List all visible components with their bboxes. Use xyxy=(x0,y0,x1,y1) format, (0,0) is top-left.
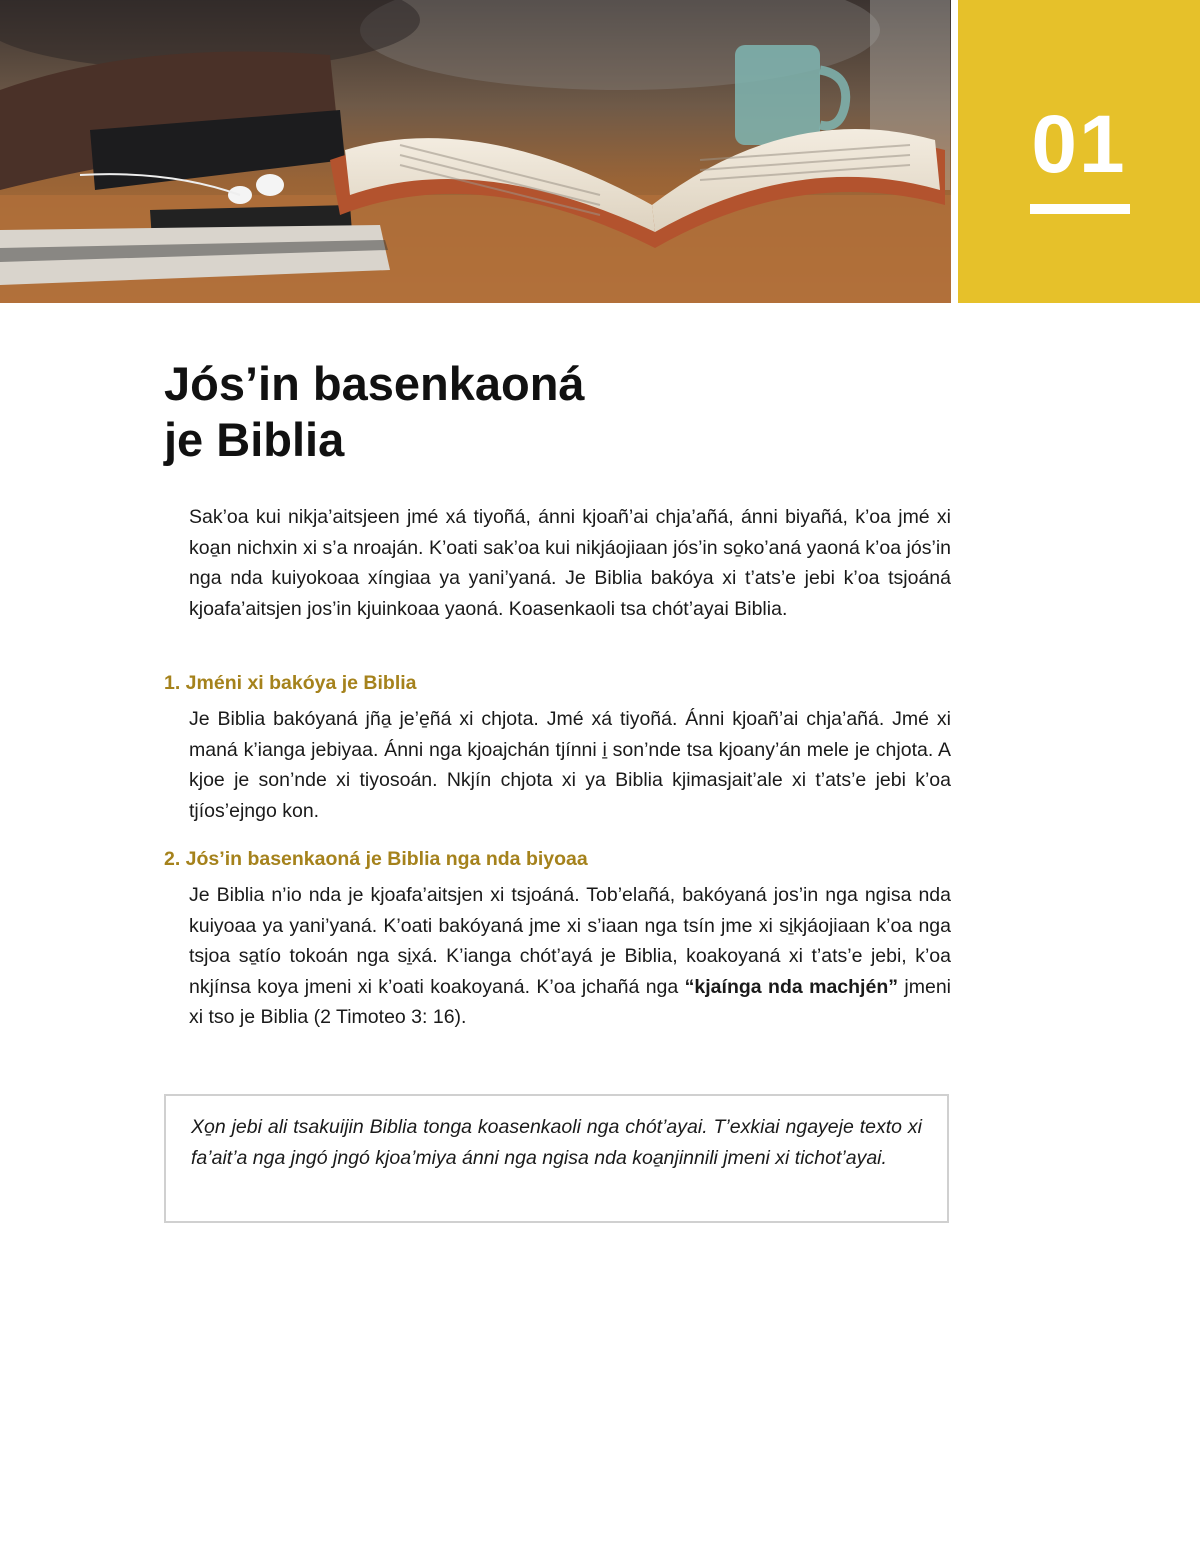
chapter-number: 01 xyxy=(1031,99,1127,190)
badge-underline xyxy=(1030,204,1130,214)
page-title-line-2: je Biblia xyxy=(164,413,345,466)
section-2-heading: 2. Jós’in basenkaoná je Biblia nga nda biyoaa xyxy=(164,848,588,870)
section-2-text-after: jmeni xi tso je Biblia (2 Timoteo 3: 16). xyxy=(189,975,951,1028)
chapter-badge xyxy=(958,0,1200,303)
page-title-line-1: Jós’in basenkaoná xyxy=(164,357,585,410)
open-book-photo-icon xyxy=(0,0,951,303)
section-1-heading: 1. Jméni xi bakóya je Biblia xyxy=(164,672,417,694)
section-1-text: Je Biblia bakóyaná jña̱ je’e̱ñá xi chjota. Jmé xá tiyoñá. Ánni kjoañ’ai chja’añá. Jmé xi maná k’ianga jebiyaa. Ánni nga kjoajchán tjínni i̱ son’nde tsa kjoany’án mele je chjota. A kjoe je son’nde xi tiyosoán. Nkjín chjota xi ya Biblia kjimasjait’ale xi t’ats’e jebi k’oa tjíos’ejngo kon. xyxy=(189,708,951,822)
intro-paragraph xyxy=(189,502,951,624)
intro-text: Sak’oa kui nikja’aitsjeen jmé xá tiyoñá, ánni kjoañ’ai chja’añá, ánni biyañá, k’oa jmé xi koa̱n nichxin xi s’a nroaján. K’oati sak’oa kui nikjáojiaan jós’in so̱ko’aná yaoná k’oa jós’in nga nda kuiyokoaa xíngiaa ya yani’yaná. Je Biblia bakóya xi t’ats’e jebi k’oa tsjoáná kjoafa’aitsjen jos’in kjuinkoaa yaoná. Koasenkaoli tsa chót’ayai Biblia. xyxy=(189,506,951,620)
note-text: Xo̱n jebi ali tsakuijin Biblia tonga koasenkaoli nga chót’ayai. T’exkiai ngayeje texto xi fa’ait’a nga jngó jngó kjoa’miya ánni nga ngisa nda koa̱njinnili jmeni xi tichot’ayai. xyxy=(191,1116,922,1169)
header-photo xyxy=(0,0,951,303)
section-2-bold-quote: “kjaínga nda machjén” xyxy=(684,975,898,998)
section-2-text xyxy=(189,880,951,1033)
section-2-text-before: Je Biblia n’io nda je kjoafa’aitsjen xi tsjoáná. Tob’elañá, bakóyaná jos’in nga ngisa nda kuiyoaa ya yani’yaná. K’oati bakóyaná jme xi s’iaan nga tsín jme xi si̱kjáojiaan k’oa nga tsjoa sa̱tío tokoán nga si̱xá. K’ianga chót’ayá je Biblia, koakoyaná xi t’ats’e jebi, k’oa nkjínsa koya jmeni xi k’oati koakoyaná. K’oa jchañá nga xyxy=(189,884,951,998)
note-box xyxy=(164,1094,949,1223)
page-title xyxy=(164,356,924,468)
